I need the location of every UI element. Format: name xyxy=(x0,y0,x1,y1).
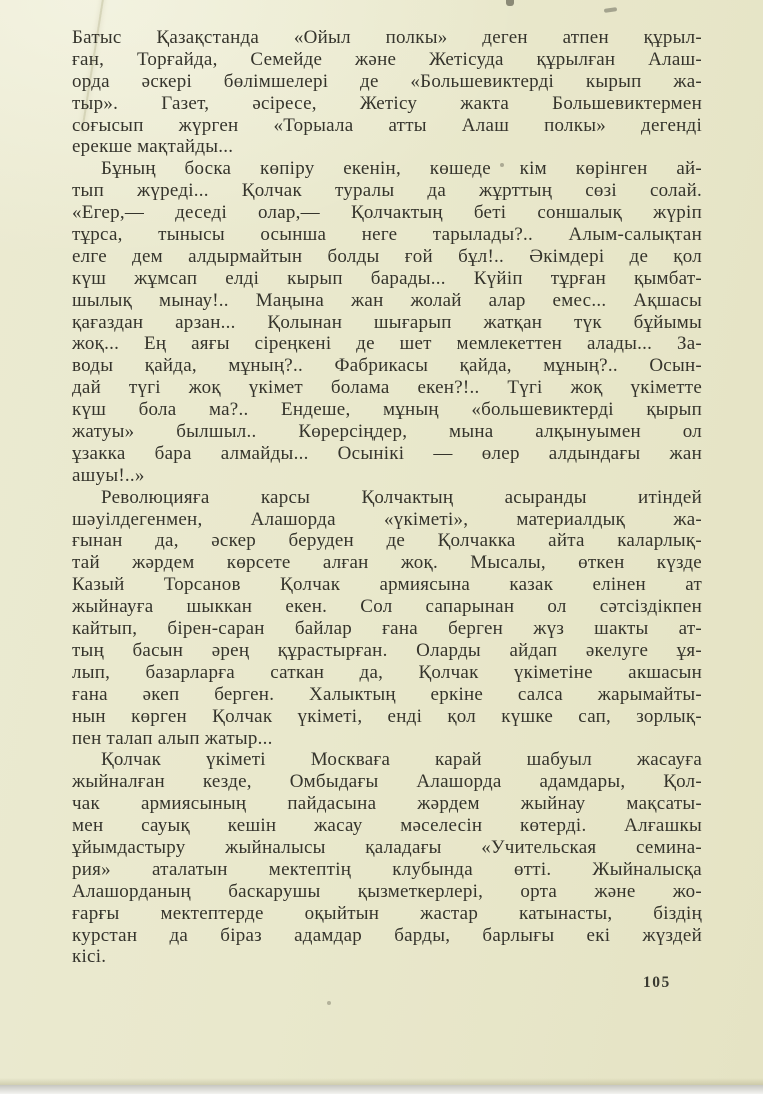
text-line: дай түгі жоқ үкімет болама екен?!.. Түгі жоқ үкіметте xyxy=(72,377,702,399)
text-line: чак армиясының пайдасына жәрдем жыйнау мақсаты- xyxy=(72,793,702,815)
text-line: орда әскері бөлімшелері де «Большевиктерді кырып жа- xyxy=(72,70,702,92)
text-line: тың басын әрең құрастырған. Оларды айдап әкелуге ұя- xyxy=(72,639,702,661)
paragraph xyxy=(72,487,702,750)
paragraph xyxy=(72,749,702,968)
text-line: воды қайда, мұның?.. Фабрикасы қайда, мұның?.. Осын- xyxy=(72,355,702,377)
text-line: күш жұмсап елді кырып барады... Күйіп тұрған қымбат- xyxy=(72,267,702,289)
text-line: Қолчак үкіметі Москваға карай шабуыл жасауға xyxy=(101,749,702,771)
text-line: тай жәрдем көрсете алған жоқ. Мысалы, өткен күзде xyxy=(72,552,702,574)
text-line: Алашорданың баскарушы қызметкерлері, орта және жо- xyxy=(72,880,702,902)
text-line: рия» аталатын мектептің клубында өтті. Жыйналысқа xyxy=(72,858,702,880)
page-number: 105 xyxy=(643,974,671,991)
text-line: тұрса, тынысы осынша неге тарылады?.. Алым-салықтан xyxy=(72,224,702,246)
body-text xyxy=(72,27,702,968)
text-line: ғынан да, әскер беруден де Қолчакка айта каларлық- xyxy=(72,530,702,552)
text-line: тып жүреді... Қолчак туралы да жұрттың сөзі солай. xyxy=(72,180,702,202)
text-line: лып, базарларға саткан да, Қолчак үкіметіне акшасын xyxy=(72,661,702,683)
ink-dot xyxy=(327,1001,331,1005)
paragraph xyxy=(72,158,702,486)
text-line: нын көрген Қолчак үкіметі, енді қол күшке сап, зорлық- xyxy=(72,705,702,727)
scan-artifact xyxy=(506,0,514,6)
text-line: жоқ... Ең аяғы сіреңкені де шет мемлекеттен алады... За- xyxy=(72,333,702,355)
text-line: тыр». Газет, әсіресе, Жетісу жакта Большевиктермен xyxy=(72,92,702,114)
text-line: жыйнауға шыккан екен. Сол сапарынан ол сәтсіздікпен xyxy=(72,596,702,618)
text-line: кісі. xyxy=(72,946,107,968)
text-line: ерекше мақтайды... xyxy=(72,136,234,158)
text-line: мен сауық кешін жасау мәселесін көтерді. Алғашкы xyxy=(72,815,702,837)
text-line: ғарғы мектептерде оқыйтын жастар катынасты, біздің xyxy=(72,902,702,924)
paragraph xyxy=(72,27,702,158)
text-line: ашуы!..» xyxy=(72,464,145,486)
text-line: ғана әкеп берген. Халыктың еркіне салса жарымайты- xyxy=(72,683,702,705)
text-line: қағаздан арзан... Қолынан шығарып жатқан түк бұйымы xyxy=(72,311,702,333)
page-edge-shadow xyxy=(0,1078,763,1085)
text-line: күш бола ма?.. Ендеше, мұның «большевиктерді қырып xyxy=(72,399,702,421)
text-line: шәуілдегенмен, Алашорда «үкіметі», материалдық жа- xyxy=(72,508,702,530)
text-line: Революцияға карсы Қолчактың асыранды итіндей xyxy=(101,486,702,508)
text-line: соғысып жүрген «Торыала атты Алаш полкы» дегенді xyxy=(72,114,702,136)
text-line: шылық мынау!.. Маңына жан жолай алар емес... Ақшасы xyxy=(72,289,702,311)
text-line: жатуы» былшыл.. Көрерсіңдер, мына алқынуымен ол xyxy=(72,421,702,443)
text-line: Бұның боска көпіру екенін, көшеде кім көрінген ай- xyxy=(101,158,702,180)
text-line: ұйымдастыру жыйналысы қаладағы «Учительская семина- xyxy=(72,836,702,858)
text-line: жыйналған кезде, Омбыдағы Алашорда адамдары, Қол- xyxy=(72,771,702,793)
text-line: «Егер,— деседі олар,— Қолчактың беті соншалық жүріп xyxy=(72,202,702,224)
text-line: пен талап алып жатыр... xyxy=(72,727,273,749)
text-line: Батыс Қазақстанда «Ойыл полкы» деген атпен құрыл- xyxy=(72,27,702,48)
text-line: кайтып, бірен-саран байлар ғана берген жүз шакты ат- xyxy=(72,618,702,640)
scan-edge xyxy=(0,1085,763,1094)
text-line: елге дем алдырмайтын болды ғой бұл!.. Әкімдері де қол xyxy=(72,245,702,267)
text-line: курстан да біраз адамдар барды, барлығы екі жүздей xyxy=(72,924,702,946)
text-line: ұзакка бара алмайды... Осынікі — өлер алдындағы жан xyxy=(72,442,702,464)
text-line: ған, Торғайда, Семейде және Жетісуда құрылған Алаш- xyxy=(72,48,702,70)
text-line: Казый Торсанов Қолчак армиясына казак елінен ат xyxy=(72,574,702,596)
ink-smudge xyxy=(604,7,617,13)
